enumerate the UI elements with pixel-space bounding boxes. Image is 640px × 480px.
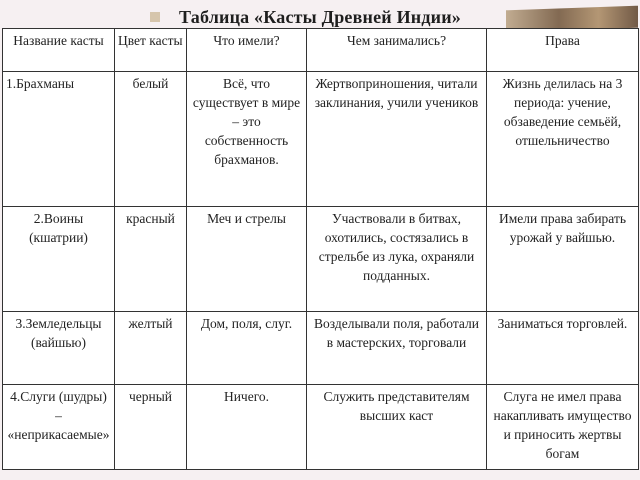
- cell-occupations: Служить представителям высших каст: [307, 385, 487, 470]
- header-occupations: Чем занимались?: [307, 29, 487, 72]
- header-caste-color: Цвет касты: [115, 29, 187, 72]
- table-row: [3, 207, 639, 312]
- cell-caste-color: белый: [115, 72, 187, 207]
- cell-possessions: Всё, что существует в мире – это собственность брахманов.: [187, 72, 307, 207]
- table-header-row: [3, 29, 639, 72]
- table-row: [3, 312, 639, 385]
- cell-caste-name: 4.Слуги (шудры) – «неприкасаемые»: [3, 385, 115, 470]
- cell-occupations: Возделывали поля, работали в мастерских, торговали: [307, 312, 487, 385]
- cell-caste-color: черный: [115, 385, 187, 470]
- page-title: Таблица «Касты Древней Индии»: [178, 7, 461, 27]
- cell-caste-name: 2.Воины (кшатрии): [3, 207, 115, 312]
- cell-possessions: Меч и стрелы: [187, 207, 307, 312]
- table-row: [3, 385, 639, 470]
- cell-rights: Заниматься торговлей.: [487, 312, 639, 385]
- cell-caste-name: 1.Брахманы: [3, 72, 115, 207]
- cell-caste-color: желтый: [115, 312, 187, 385]
- header-caste-name: Название касты: [3, 29, 115, 72]
- header-rights: Права: [487, 29, 639, 72]
- cell-caste-name: 3.Земледельцы (вайшью): [3, 312, 115, 385]
- cell-rights: Имели права забирать урожай у вайшью.: [487, 207, 639, 312]
- cell-possessions: Дом, поля, слуг.: [187, 312, 307, 385]
- castes-table: [2, 28, 639, 470]
- cell-possessions: Ничего.: [187, 385, 307, 470]
- cell-rights: Жизнь делилась на 3 периода: учение, обзаведение семьёй, отшельничество: [487, 72, 639, 207]
- cell-occupations: Участвовали в битвах, охотились, состязались в стрельбе из лука, охраняли подданных.: [307, 207, 487, 312]
- table-row: [3, 72, 639, 207]
- cell-occupations: Жертвоприношения, читали заклинания, учили учеников: [307, 72, 487, 207]
- cell-caste-color: красный: [115, 207, 187, 312]
- cell-rights: Слуга не имел права накапливать имущество и приносить жертвы богам: [487, 385, 639, 470]
- header-possessions: Что имели?: [187, 29, 307, 72]
